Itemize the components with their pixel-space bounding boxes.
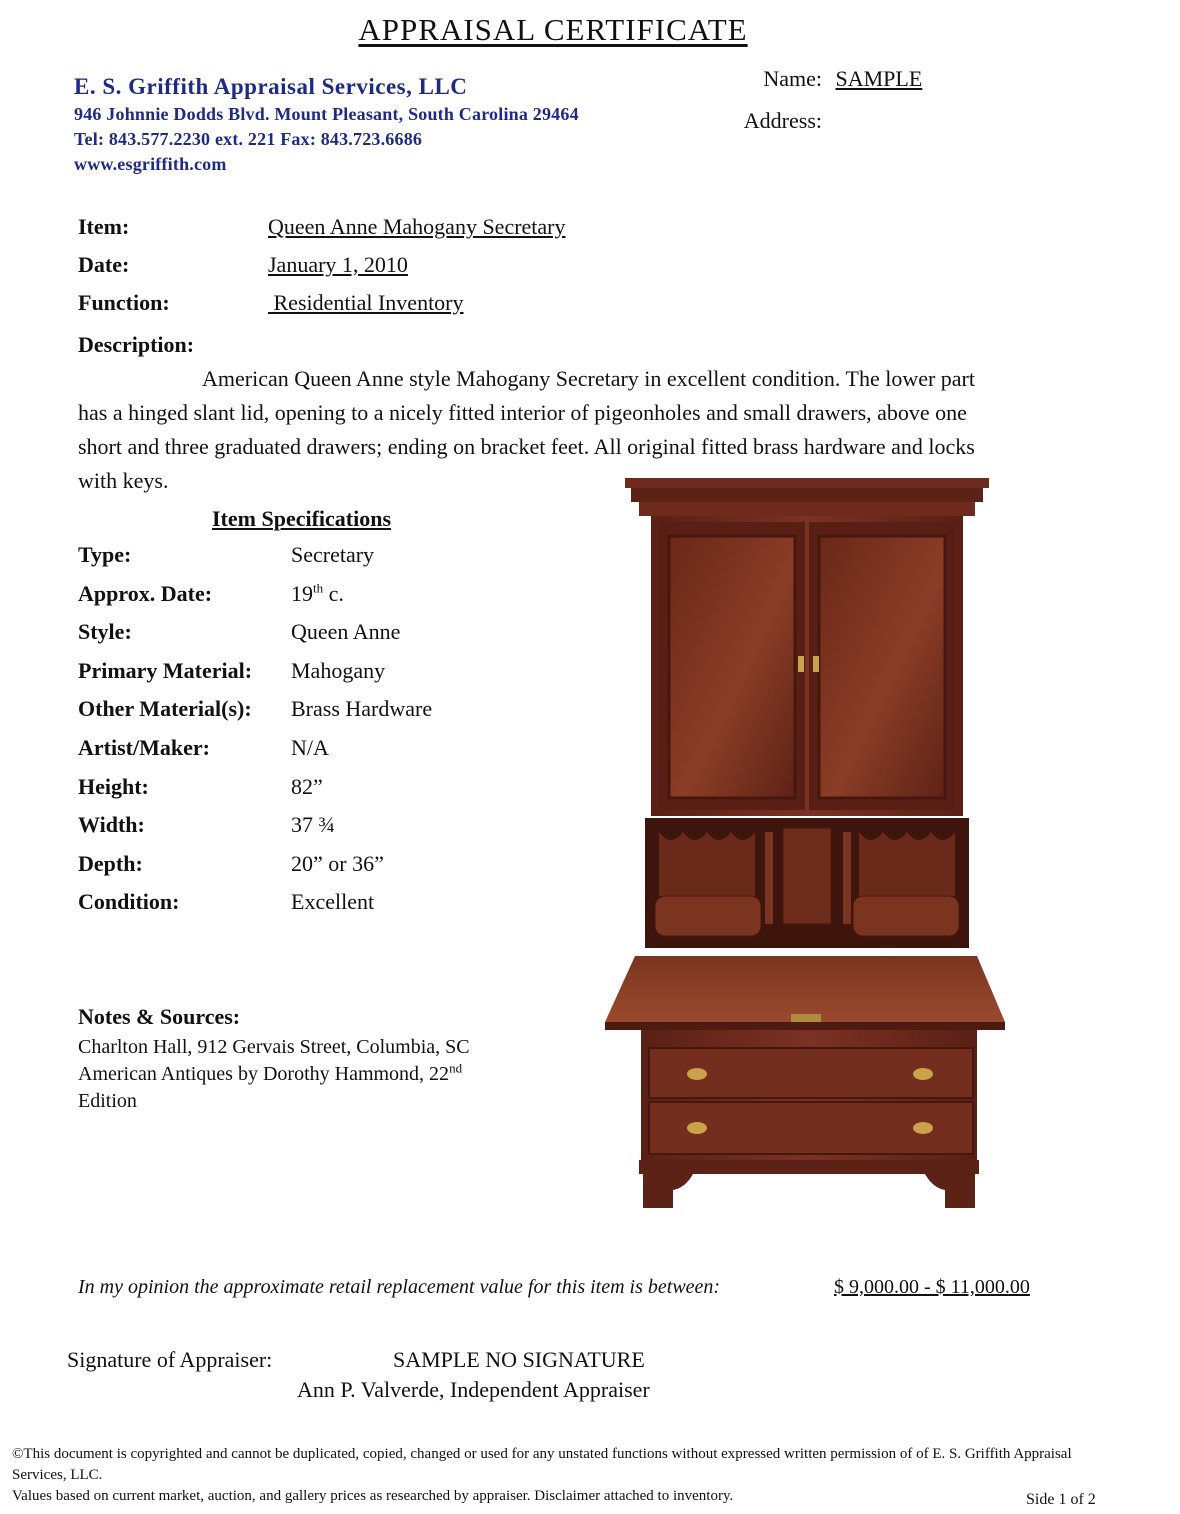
spec-value: [291, 581, 344, 620]
copyright-icon: ©: [12, 1446, 24, 1462]
interior-drawers-left: [655, 896, 761, 936]
drawer-pull-right: [913, 1068, 933, 1080]
description-text: American Queen Anne style Mahogany Secretary in excellent condition. The lower part has a hinged slant lid, opening to a nicely fitted interior of pigeonholes and small drawers, above one short and three graduated drawers; ending on bracket feet. All original fitted brass hardware and locks with keys.: [78, 366, 975, 493]
pigeonholes-left: [659, 832, 755, 896]
cornice-top: [625, 478, 989, 488]
left-door-escutcheon: [798, 656, 804, 672]
right-door-escutcheon: [813, 656, 819, 672]
description-label: Description:: [78, 332, 195, 357]
item-label: Item:: [78, 214, 130, 239]
spec-value: Brass Hardware: [291, 696, 433, 722]
cornice-base: [639, 502, 975, 516]
client-name-value: SAMPLE: [835, 66, 923, 91]
function-row: [78, 290, 566, 328]
spec-value-suffix: c.: [323, 580, 344, 606]
appraiser-name: Ann P. Valverde, Independent Appraiser: [297, 1377, 650, 1402]
spec-row: [78, 851, 432, 890]
item-row: [78, 214, 566, 252]
signature-label: Signature of Appraiser:: [67, 1347, 273, 1372]
item-header-fields: [78, 214, 566, 328]
spec-label: Other Material(s):: [78, 696, 252, 722]
notes-label: Notes & Sources:: [78, 1004, 241, 1029]
lid-edge: [605, 1022, 1005, 1030]
spec-row: [78, 735, 432, 774]
interior-column-right: [843, 832, 851, 924]
date-value: January 1, 2010: [268, 252, 408, 277]
cornice-molding: [631, 488, 983, 502]
left-bracket-foot: [643, 1174, 693, 1208]
center-interior-door: [783, 828, 831, 924]
notes-sources: [78, 1034, 538, 1115]
spec-value: Excellent: [291, 889, 375, 915]
spec-row: [78, 774, 432, 813]
spec-value-superscript: th: [313, 580, 324, 596]
drawer-pull-left: [687, 1122, 707, 1134]
spec-value: 37 ¾: [291, 812, 335, 838]
function-value: Residential Inventory: [268, 290, 464, 315]
spec-row: [78, 889, 432, 928]
specifications-list: [78, 542, 432, 928]
page-indicator: Side 1 of 2: [1026, 1491, 1096, 1508]
right-door-panel: [819, 536, 945, 798]
valuation-statement: [78, 1276, 1088, 1299]
date-row: [78, 252, 566, 290]
notes-line: Edition: [78, 1090, 137, 1112]
company-website[interactable]: www.esgriffith.com: [74, 154, 227, 174]
client-block: [720, 66, 922, 150]
spec-label: Style:: [78, 619, 132, 645]
client-address-label: Address:: [743, 108, 822, 133]
document-title: APPRAISAL CERTIFICATE: [358, 12, 748, 47]
left-door-panel: [669, 536, 795, 798]
notes-line: Charlton Hall, 912 Gervais Street, Columbia, SC: [78, 1036, 470, 1058]
spec-label: Artist/Maker:: [78, 734, 210, 760]
spec-label: Depth:: [78, 850, 143, 876]
writing-lid: [605, 956, 1005, 1022]
base-molding: [639, 1160, 979, 1174]
company-phone: Tel: 843.577.2230 ext. 221 Fax: 843.723.6686: [74, 129, 423, 149]
client-name-label: Name:: [763, 66, 822, 91]
notes-line-text: American Antiques by Dorothy Hammond, 22: [78, 1063, 450, 1085]
right-bracket-foot: [925, 1174, 975, 1208]
spec-value-number: 19: [291, 580, 313, 606]
spec-value: 82”: [291, 773, 323, 799]
spec-label: Height:: [78, 773, 149, 799]
company-address: 946 Johnnie Dodds Blvd. Mount Pleasant, South Carolina 29464: [74, 104, 579, 124]
lid-lock: [791, 1014, 821, 1022]
spec-row: [78, 658, 432, 697]
valuation-range: $ 9,000.00 - $ 11,000.00: [834, 1276, 1030, 1298]
company-header: [74, 74, 579, 175]
notes-line-superscript: nd: [449, 1060, 463, 1076]
spec-value: Queen Anne: [291, 619, 401, 645]
notes-line: [78, 1061, 538, 1088]
function-label: Function:: [78, 290, 170, 315]
signature-value: SAMPLE NO SIGNATURE: [393, 1347, 645, 1372]
interior-column-left: [765, 832, 773, 924]
date-label: Date:: [78, 252, 130, 277]
copyright-text: This document is copyrighted and cannot be duplicated, copied, changed or used for any unstated functions without expressed written permission of of E. S. Griffith Appraisal Services, LLC.: [12, 1446, 1072, 1483]
secretary-desk-photo: [603, 476, 1007, 1212]
spec-label: Type:: [78, 542, 132, 567]
spec-value: 20” or 36”: [291, 850, 384, 876]
spec-label: Condition:: [78, 889, 180, 915]
company-name: E. S. Griffith Appraisal Services, LLC: [74, 74, 468, 99]
spec-value: N/A: [291, 734, 329, 760]
spec-row: [78, 812, 432, 851]
copyright-notice: [12, 1444, 1092, 1486]
spec-value: Mahogany: [291, 657, 386, 683]
pigeonholes-right: [859, 832, 955, 896]
spec-label: Approx. Date:: [78, 580, 213, 606]
spec-row: [78, 619, 432, 658]
values-note: Values based on current market, auction, and gallery prices as researched by appraiser. Disclaimer attached to inventory.: [12, 1488, 734, 1504]
spec-label: Primary Material:: [78, 657, 253, 683]
drawer-pull-right: [913, 1122, 933, 1134]
spec-row: [78, 542, 432, 581]
item-value: Queen Anne Mahogany Secretary: [268, 214, 566, 239]
spec-label: Width:: [78, 812, 145, 838]
specifications-heading: Item Specifications: [212, 506, 392, 531]
drawer-pull-left: [687, 1068, 707, 1080]
spec-row: [78, 581, 432, 620]
interior-drawers-right: [853, 896, 959, 936]
spec-value: Secretary: [291, 542, 375, 567]
valuation-text: In my opinion the approximate retail replacement value for this item is between:: [78, 1276, 721, 1298]
spec-row: [78, 696, 432, 735]
footer-disclaimer: [12, 1444, 1092, 1507]
